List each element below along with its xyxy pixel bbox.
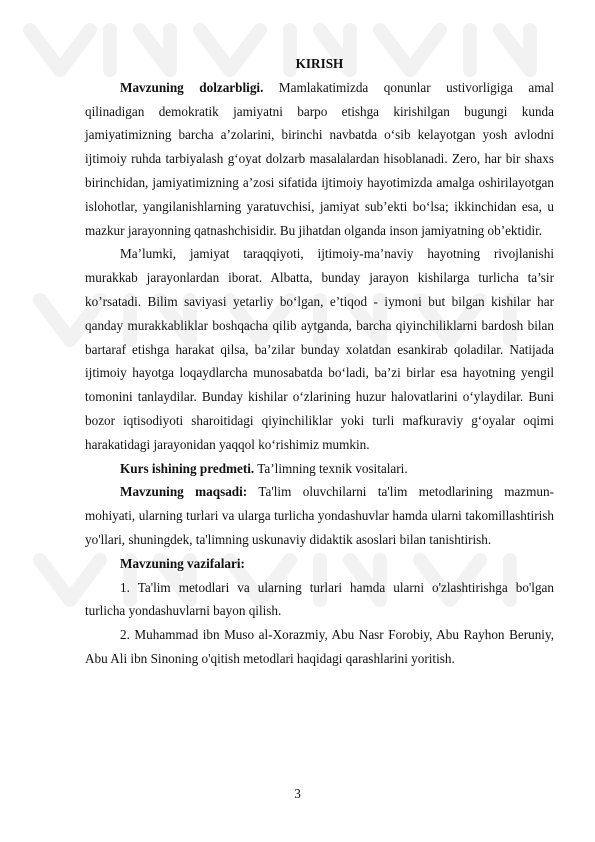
paragraph-subject (85, 457, 554, 481)
goal-heading: Mavzuning maqsadi: (120, 484, 248, 500)
goal-text: Ta'lim oluvchilarni ta'lim metodlarining mazmun-mohiyati, ularning turlari va ularga turlicha yondashuvlar hamda ularni takomillashtirish yo'llari, shuningdek, ta'limning uskunaviy didaktik asoslari bilan tanishtirish. (85, 484, 554, 547)
document-body (85, 52, 554, 671)
subject-heading: Kurs ishining predmeti. (120, 460, 255, 476)
tasks-heading: Mavzuning vazifalari: (120, 555, 245, 571)
relevance-text: Mamlakatimizda qonunlar ustivorligiga amal qilinadigan demokratik jamiyatni barpo etishga kirishilgan bugungi kunda jamiyatimizning barcha a’zolarini, birinchi navbatda o‘sib kelayotgan yosh avlodni ijtimoiy ruhda tarbiyalash g‘oyat dolzarb masalalardan hisoblanadi. Zero, har bir shaxs birinchidan, jamiyatimizning a’zosi sifatida ijtimoiy hayotimizda amalga oshirilayotgan islohotlar, yangilanishlarning yaratuvchisi, jamiyat sub’ekti bo‘lsa; ikkinchidan esa, u mazkur jarayonning qatnashchisidir. Bu jihatdan olganda inson jamiyatning ob’ektidir. (85, 79, 554, 238)
page-number: 3 (294, 786, 301, 801)
subject-text: Ta’limning texnik vositalari. (254, 460, 408, 476)
relevance-heading: Mavzuning dolzarbligi. (120, 79, 264, 95)
task-item-2: 2. Muhammad ibn Muso al-Xorazmiy, Abu Nasr Forobiy, Abu Rayhon Beruniy, Abu Ali ibn Sinoning o'qitish metodlari haqidagi qarashlarini yoritish. (85, 627, 554, 666)
paragraph-goal (85, 480, 554, 551)
task-item-1: 1. Ta'lim metodlari va ularning turlari hamda ularni o'zlashtirishga bo'lgan turlicha yondashuvlarni bayon qilish. (85, 579, 554, 619)
document-title: KIRISH (295, 56, 344, 71)
paragraph-context: Ma’lumki, jamiyat taraqqiyoti, ijtimoiy-ma’naviy hayotning rivojlanishi murakkab jarayonlardan iborat. Albatta, bunday jarayon kishilarga turlicha ta’sir ko’rsatadi. Bilim saviyasi yetarliy bo‘lgan, e’tiqod - iymoni but bilgan kishilar har qanday murakkabliklar boshqacha qilib aytganda, barcha qiyinchiliklarni bardosh bilan bartaraf etishga harakat qilsa, ba’zilar bunday xolatdan esankirab qoladilar. Natijada ijtimoiy hayotga loqaydlarcha munosabatda bo‘ladi, ba’zi birlar esa hayotning yengil tomonini tanlaydilar. Bunday kishilar o‘zlarining huzur halovatlarini o‘ylaydilar. Buni bozor iqtisodiyoti sharoitidagi qiyinchiliklar yoki turli mafkuraviy g‘oyalar oqimi harakatidagi jarayonidan yaqqol ko‘rishimiz mumkin. (85, 246, 554, 452)
paragraph-tasks-heading (85, 552, 554, 576)
paragraph-relevance (85, 76, 554, 243)
